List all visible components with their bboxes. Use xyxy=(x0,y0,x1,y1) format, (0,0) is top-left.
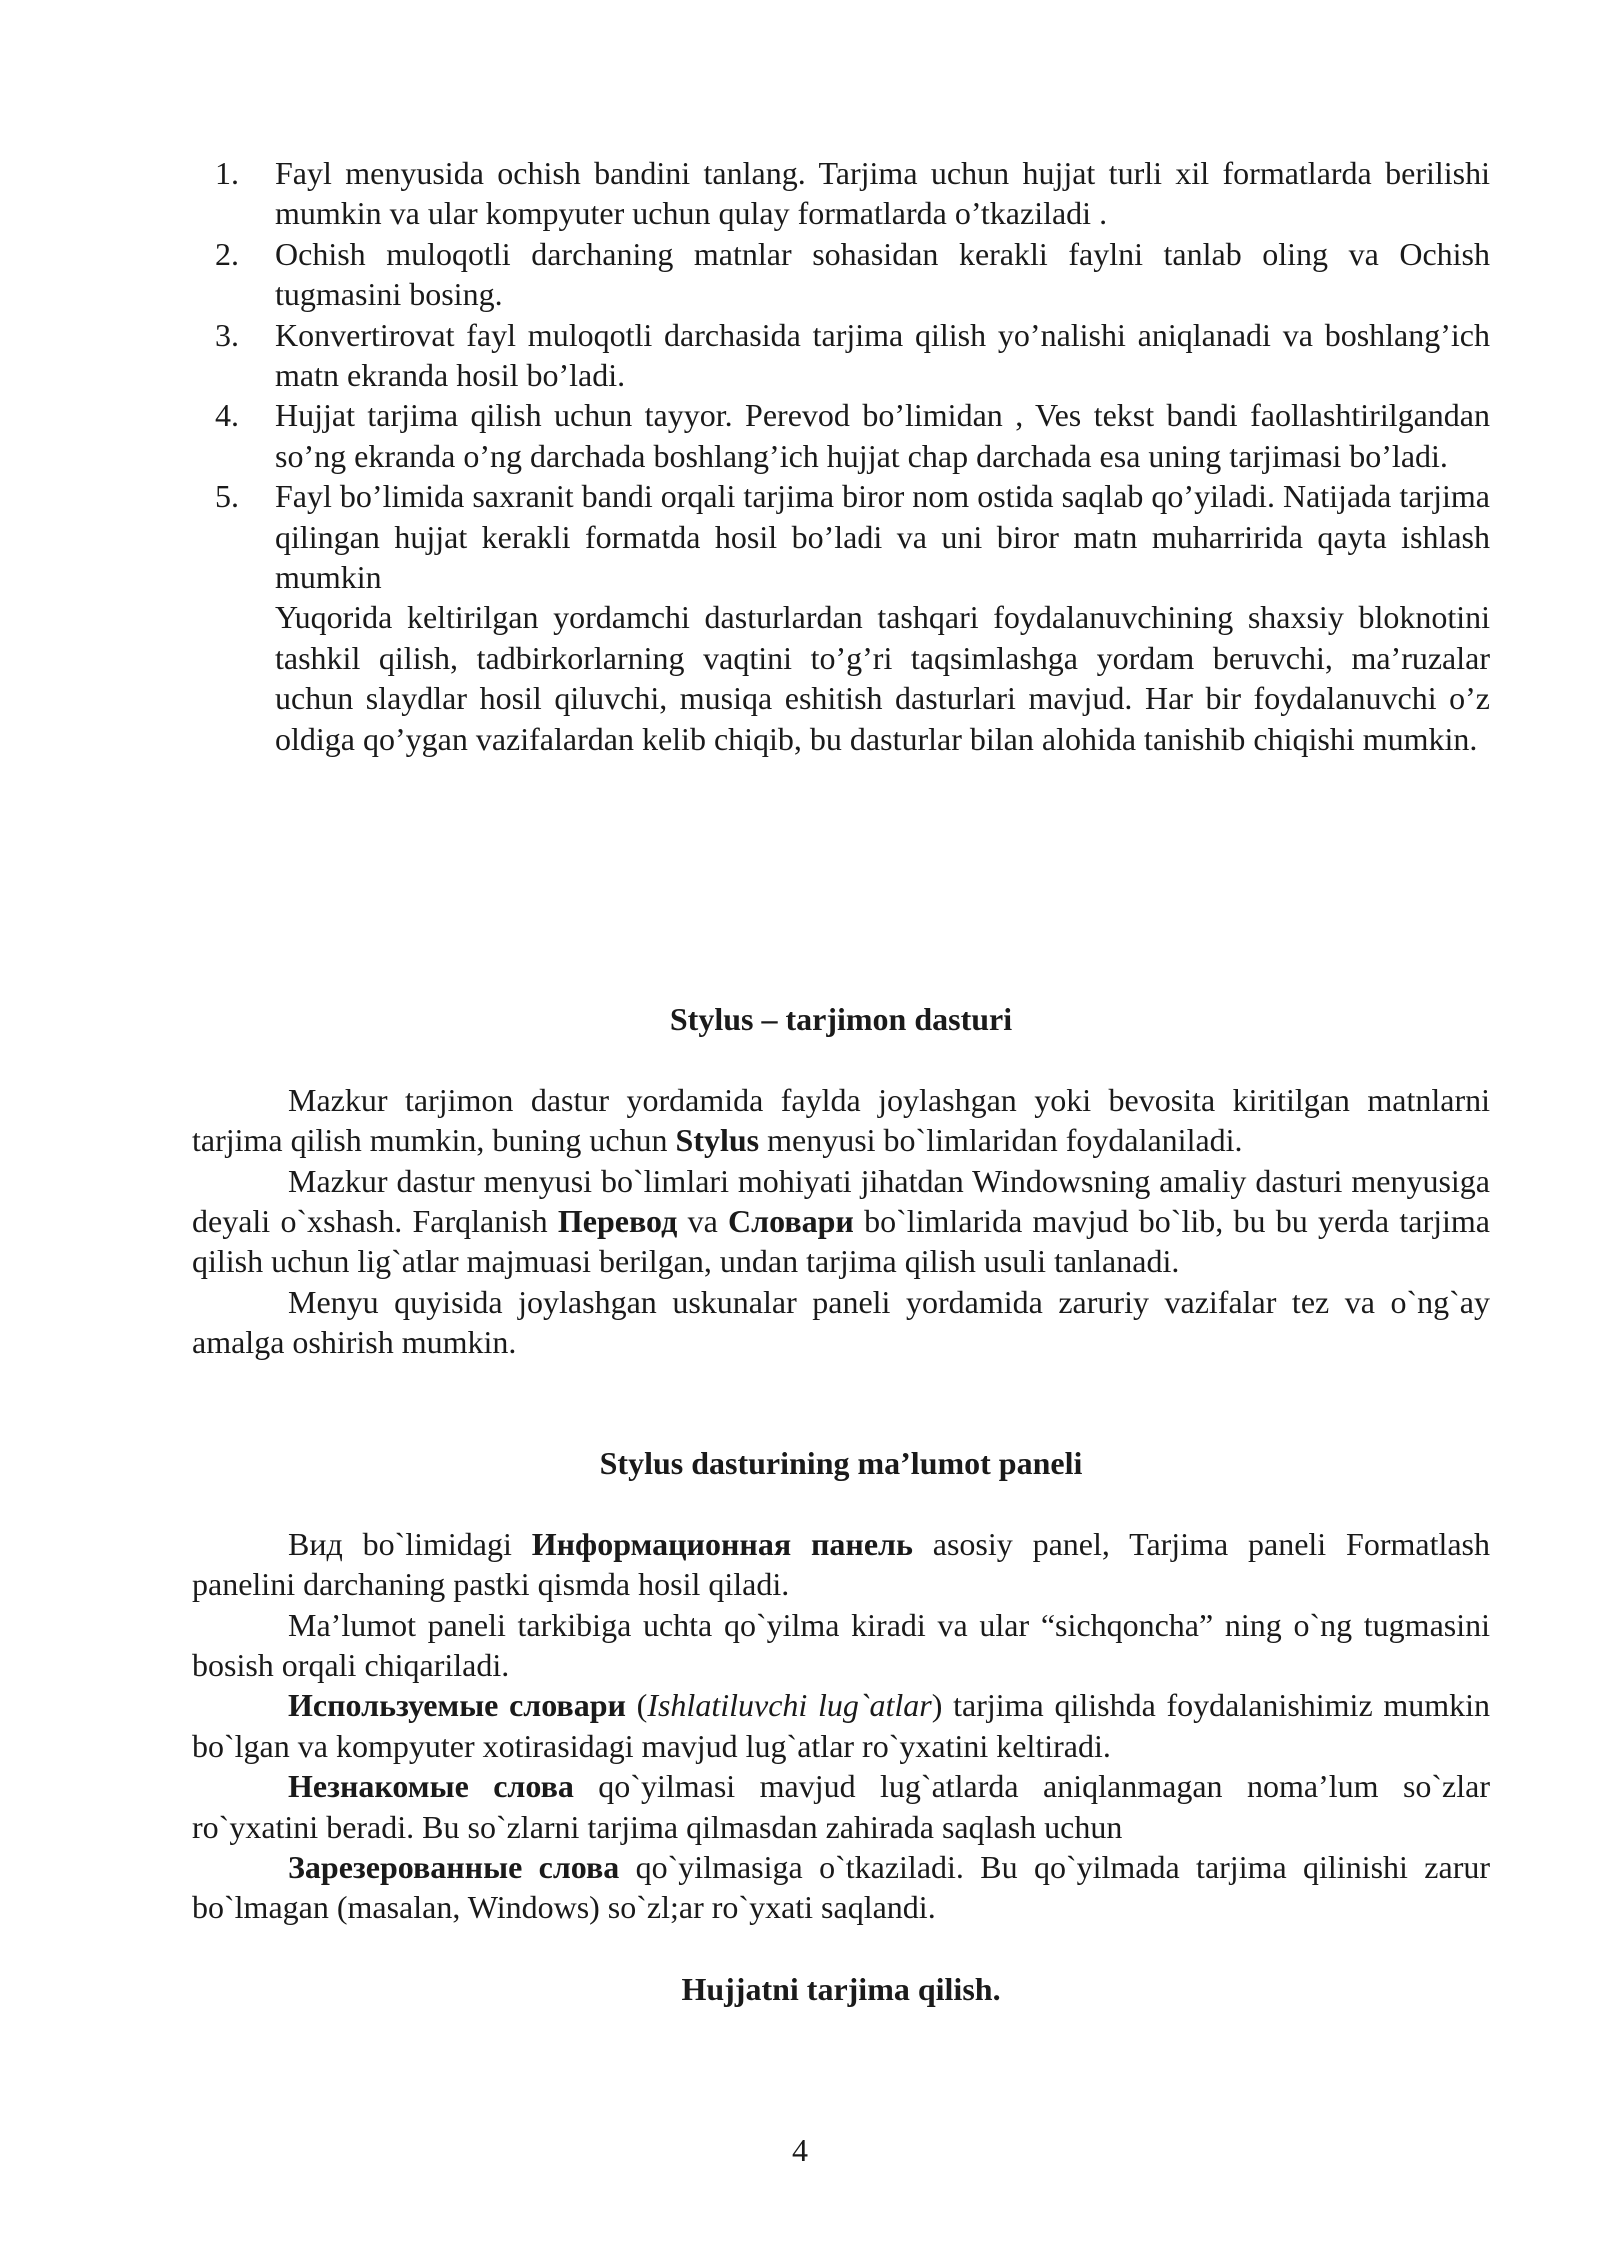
section-info-panel xyxy=(192,1443,1490,1928)
list-number: 3. xyxy=(215,316,239,353)
bold-term: Словари xyxy=(728,1203,854,1240)
bold-term: Зарезерованные слова xyxy=(288,1849,620,1886)
list-item-text: Hujjat tarjima qilish uchun tayyor. Perevod bo’limidan , Ves tekst bandi faollashtirilgandan so’ng ekranda o’ng darchada boshlang’ich hujjat chap darchada esa uning tarjimasi bo’ladi. xyxy=(275,397,1490,474)
section-heading: Stylus dasturining ma’lumot paneli xyxy=(599,1445,1083,1481)
bold-term: Незнакомые слова xyxy=(288,1768,574,1805)
bold-term: Информационная панель xyxy=(531,1525,913,1562)
paragraph: Mazkur tarjimon dastur yordamida faylda joylashgan yoki bevosita kiritilgan matnlarni tarjima qilish mumkin, buning uchun Stylus menyusi bo`limlaridan foydalaniladi. xyxy=(192,1081,1490,1159)
list-item-text: Fayl bo’limida saxranit bandi orqali tarjima biror nom ostida saqlab qo’yiladi. Natijada tarjima qilingan hujjat kerakli formatda hosil bo’ladi va uni biror matn muharririda qayta ishlash mumkin xyxy=(275,478,1490,596)
numbered-list xyxy=(195,153,1490,759)
list-number: 2. xyxy=(215,235,239,272)
list-item xyxy=(195,476,1490,597)
bold-term: Перевод xyxy=(557,1203,678,1240)
section-document-translation xyxy=(192,1969,1490,2009)
italic-term: Ishlatiluvchi lug`atlar xyxy=(647,1687,932,1724)
list-item-text: Ochish muloqotli darchaning matnlar sohasidan kerakli faylni tanlab oling va Ochish tugmasini bosing. xyxy=(275,235,1490,313)
bold-term: Используемые словари xyxy=(288,1687,626,1724)
paragraph: Вид bo`limidagi Информационная панель asosiy panel, Tarjima paneli Formatlash panelini darchaning pastki qismda hosil qiladi. xyxy=(192,1525,1490,1603)
paragraph: Mazkur dastur menyusi bo`limlari mohiyati jihatdan Windowsning amaliy dasturi menyusiga deyali o`xshash. Farqlanish Перевод va Словари bo`limlarida mavjud bo`lib, bu bu yerda tarjima qilish uchun lig`atlar majmuasi berilgan, undan tarjima qilish usuli tanlanadi. xyxy=(192,1162,1491,1280)
list-item-text: Konvertirovat fayl muloqotli darchasida tarjima qilish yo’nalishi aniqlanadi va boshlang’ich matn ekranda hosil bo’ladi. xyxy=(275,316,1490,394)
list-item xyxy=(195,234,1490,315)
list-item xyxy=(195,315,1490,396)
section-stylus-translator xyxy=(192,999,1490,1363)
section-heading: Hujjatni tarjima qilish. xyxy=(681,1971,1001,2007)
paragraph: Ma’lumot paneli tarkibiga uchta qo`yilma kiradi va ular “sichqoncha” ning o`ng tugmasini bosish orqali chiqariladi. xyxy=(192,1606,1490,1684)
paragraph: Используемые словари (Ishlatiluvchi lug`atlar) tarjima qilishda foydalanishimiz mumkin bo`lgan va kompyuter xotirasidagi mavjud lug`atlar ro`yxatini keltiradi. xyxy=(192,1687,1491,1764)
paragraph: Menyu quyisida joylashgan uskunalar paneli yordamida zaruriy vazifalar tez va o`ng`ay amalga oshirish mumkin. xyxy=(192,1283,1490,1361)
list-continuation-paragraph: Yuqorida keltirilgan yordamchi dasturlardan tashqari foydalanuvchining shaxsiy bloknotini tashkil qilish, tadbirkorlarning vaqtini to’g’ri taqsimlashga yordam beruvchi, ma’ruzalar uchun slaydlar hosil qiluvchi, musiqa eshitish dasturlari mavjud. Har bir foydalanuvchi o’z oldiga qo’ygan vazifalardan kelib chiqib, bu dasturlar bilan alohida tanishib chiqishi mumkin. xyxy=(275,599,1490,757)
list-item xyxy=(195,153,1490,234)
paragraph: Незнакомые слова qo`yilmasi mavjud lug`atlarda aniqlanmagan noma’lum so`zlar ro`yxatini beradi. Bu so`zlarni tarjima qilmasdan zahirada saqlash uchun xyxy=(192,1768,1491,1845)
section-heading: Stylus – tarjimon dasturi xyxy=(669,1001,1013,1037)
paragraph: Зарезерованные слова qo`yilmasiga o`tkaziladi. Bu qo`yilmada tarjima qilinishi zarur bo`lmagan (masalan, Windows) so`zl;ar ro`yxati saqlandi. xyxy=(192,1849,1491,1926)
list-item-text: Fayl menyusida ochish bandini tanlang. Tarjima uchun hujjat turli xil formatlarda berilishi mumkin va ular kompyuter uchun qulay formatlarda o’tkaziladi . xyxy=(275,155,1490,232)
bold-term: Stylus xyxy=(675,1122,760,1159)
list-number: 5. xyxy=(215,478,239,515)
page-number: 4 xyxy=(792,2132,808,2168)
list-item xyxy=(195,395,1490,476)
list-number: 4. xyxy=(215,397,239,434)
list-number: 1. xyxy=(215,155,239,191)
